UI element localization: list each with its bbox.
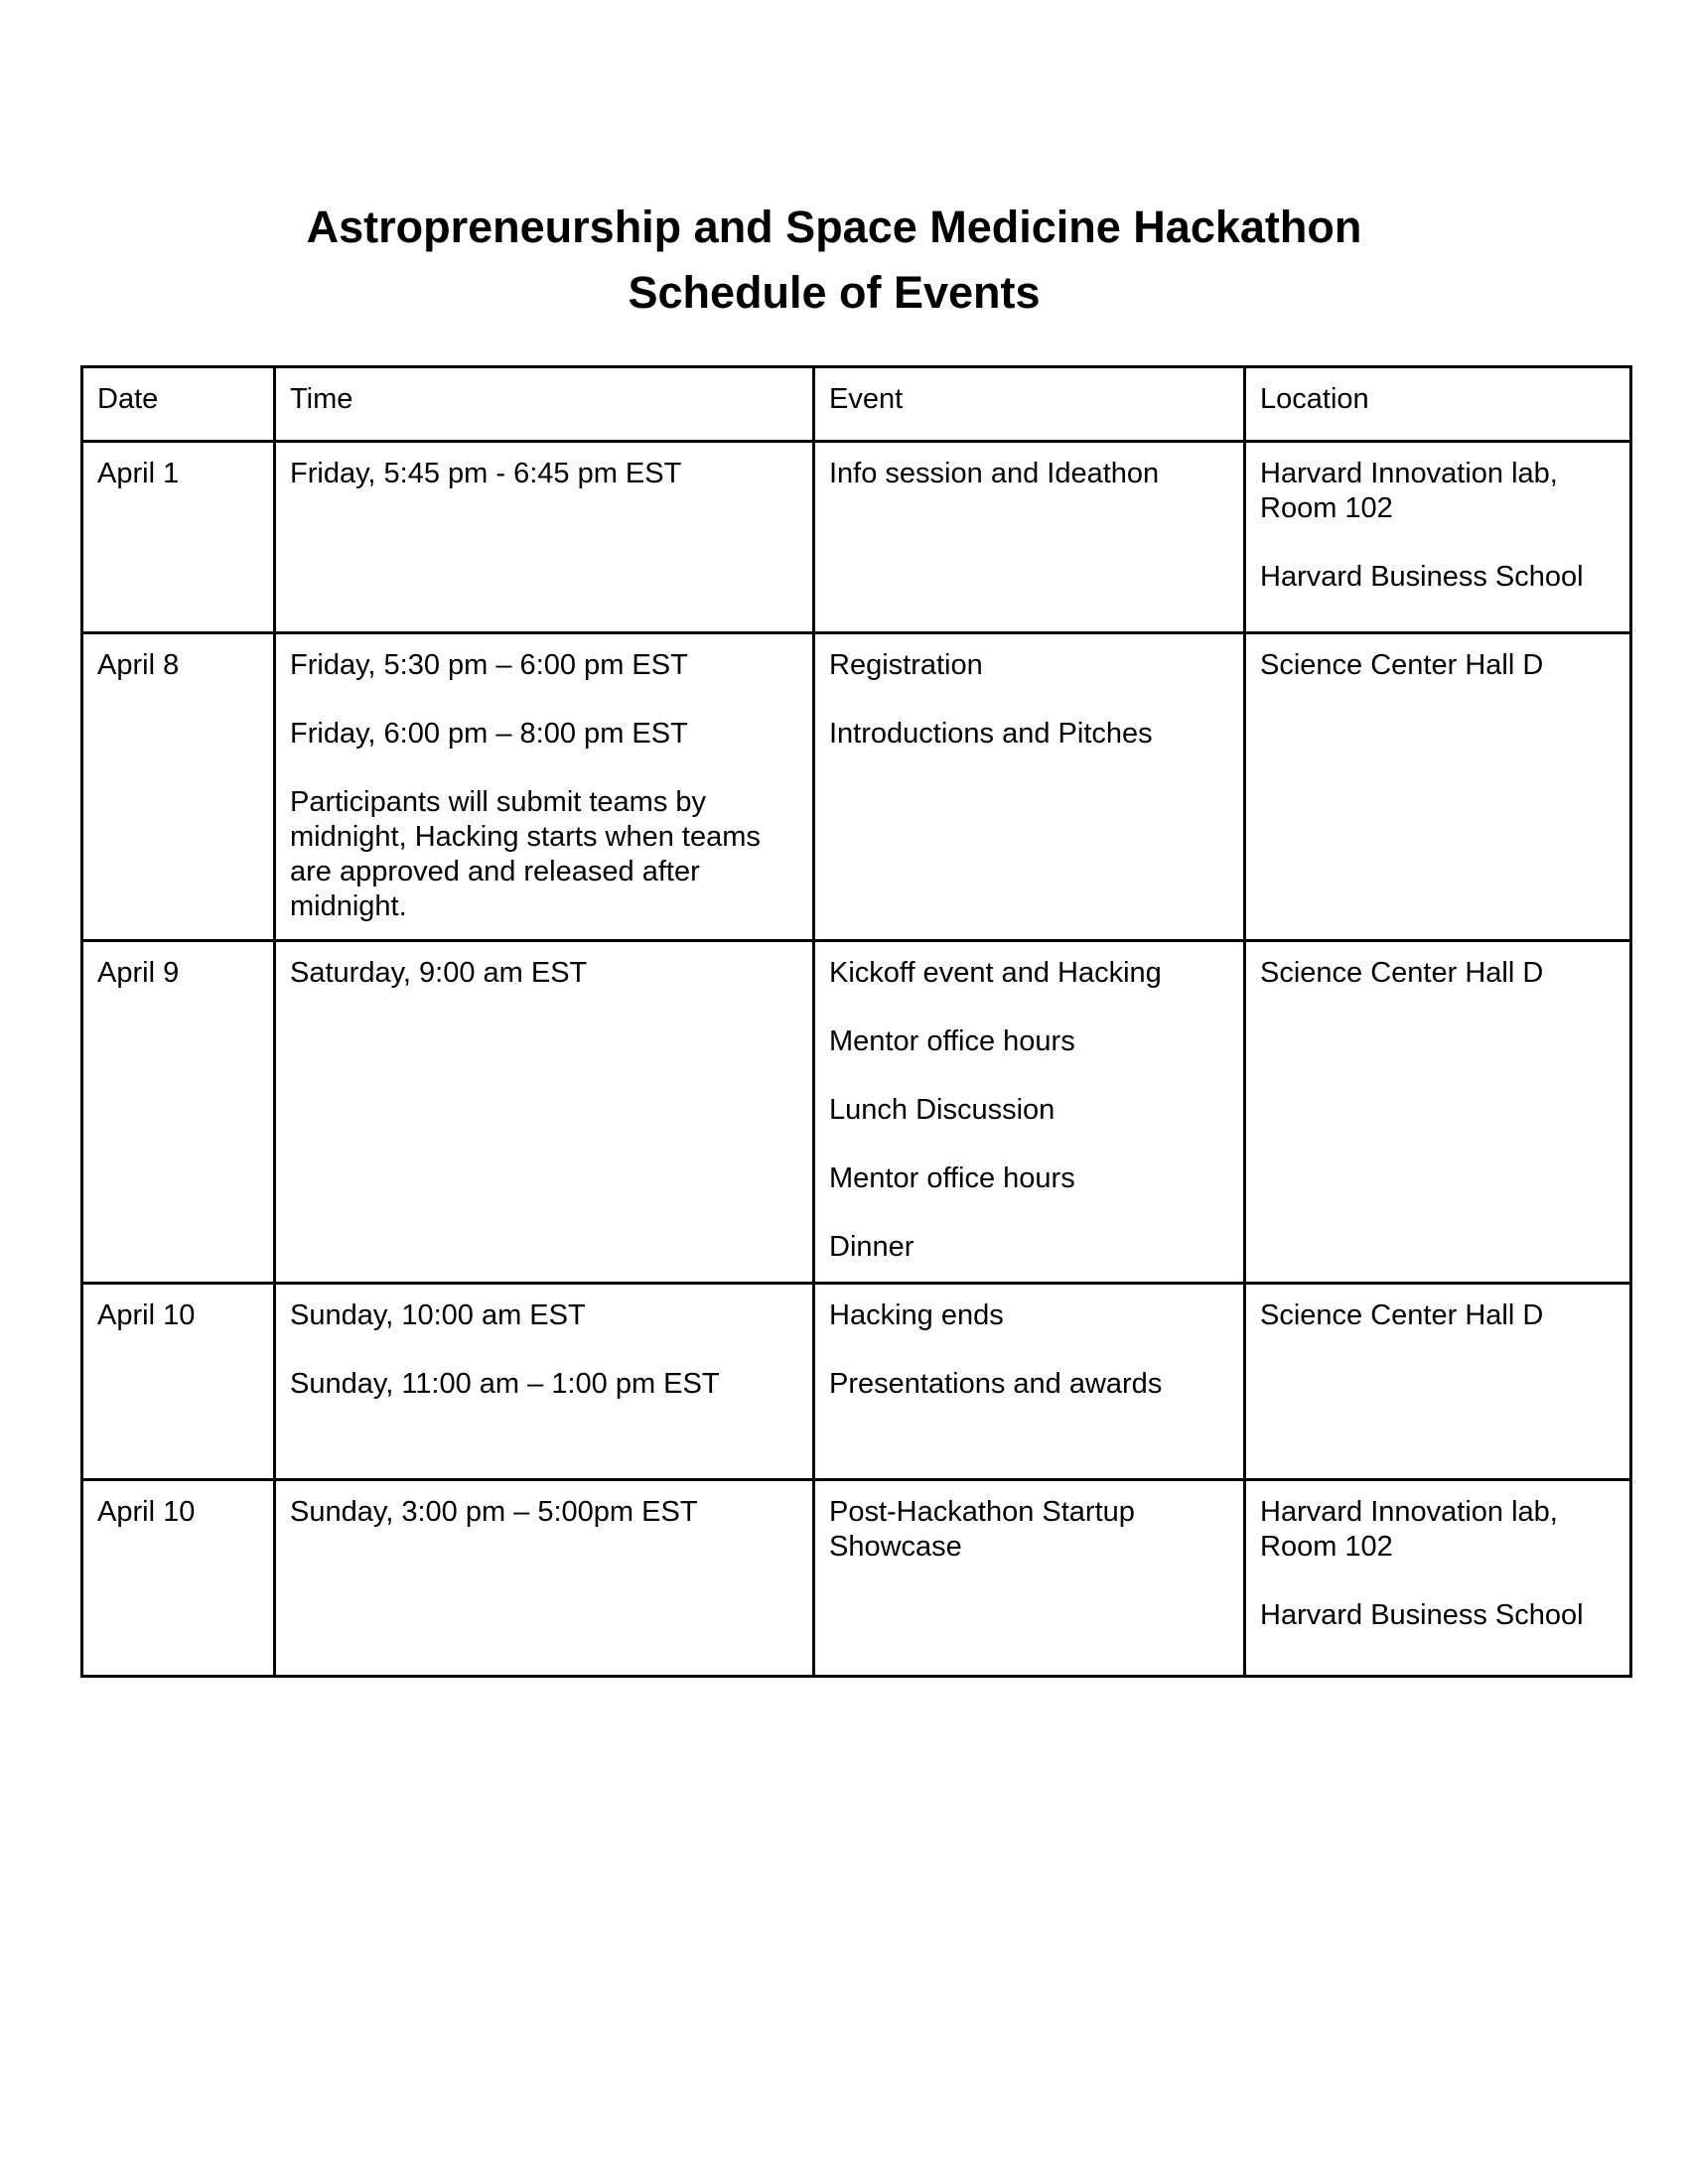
table-row <box>82 442 1631 633</box>
title-line-2: Schedule of Events <box>628 267 1041 318</box>
header-time: Time <box>275 367 814 442</box>
row-time <box>275 941 814 1284</box>
row-event <box>814 633 1245 941</box>
table-row <box>82 1480 1631 1677</box>
row-location <box>1245 633 1631 941</box>
time-line: Sunday, 11:00 am – 1:00 pm EST <box>290 1368 720 1400</box>
location-line: Science Center Hall D <box>1260 1299 1544 1331</box>
row-location <box>1245 1480 1631 1677</box>
row-date: April 9 <box>82 941 275 1284</box>
time-line: Friday, 5:30 pm – 6:00 pm EST <box>290 649 688 681</box>
location-line: Science Center Hall D <box>1260 957 1544 989</box>
row-date: April 1 <box>82 442 275 633</box>
row-location <box>1245 1284 1631 1480</box>
time-line: Sunday, 3:00 pm – 5:00pm EST <box>290 1496 698 1528</box>
event-line: Dinner <box>829 1231 914 1263</box>
time-line: Sunday, 10:00 am EST <box>290 1299 586 1331</box>
row-time <box>275 633 814 941</box>
header-location: Location <box>1245 367 1631 442</box>
location-line: Harvard Business School <box>1260 1599 1584 1631</box>
document-title <box>0 195 1668 326</box>
row-date: April 10 <box>82 1480 275 1677</box>
title-line-1: Astropreneurship and Space Medicine Hackathon <box>306 202 1362 252</box>
event-line: Lunch Discussion <box>829 1094 1055 1126</box>
row-time <box>275 1284 814 1480</box>
table-header-row <box>82 367 1631 442</box>
row-event <box>814 1480 1245 1677</box>
event-line: Post-Hackathon Startup Showcase <box>829 1496 1135 1563</box>
time-note: Participants will submit teams by midnight, Hacking starts when teams are approved and released after midnight. <box>290 786 761 922</box>
table-row <box>82 633 1631 941</box>
event-line: Hacking ends <box>829 1299 1004 1331</box>
event-line: Mentor office hours <box>829 1162 1075 1194</box>
event-line: Kickoff event and Hacking <box>829 957 1162 989</box>
event-line: Presentations and awards <box>829 1368 1163 1400</box>
event-line: Registration <box>829 649 983 681</box>
location-line: Science Center Hall D <box>1260 649 1544 681</box>
row-location <box>1245 442 1631 633</box>
header-event: Event <box>814 367 1245 442</box>
location-line: Harvard Business School <box>1260 561 1584 593</box>
location-line: Harvard Innovation lab, Room 102 <box>1260 458 1558 524</box>
row-event <box>814 941 1245 1284</box>
time-line: Friday, 6:00 pm – 8:00 pm EST <box>290 718 688 750</box>
table-row <box>82 941 1631 1284</box>
row-event <box>814 1284 1245 1480</box>
event-line: Mentor office hours <box>829 1025 1075 1057</box>
table-row <box>82 1284 1631 1480</box>
header-date: Date <box>82 367 275 442</box>
location-line: Harvard Innovation lab, Room 102 <box>1260 1496 1558 1563</box>
row-date: April 8 <box>82 633 275 941</box>
time-line: Saturday, 9:00 am EST <box>290 957 588 989</box>
schedule-table <box>80 365 1632 1678</box>
event-line: Info session and Ideathon <box>829 458 1160 489</box>
row-event <box>814 442 1245 633</box>
row-location <box>1245 941 1631 1284</box>
row-time <box>275 442 814 633</box>
row-date: April 10 <box>82 1284 275 1480</box>
row-time <box>275 1480 814 1677</box>
event-line: Introductions and Pitches <box>829 718 1153 750</box>
time-line: Friday, 5:45 pm - 6:45 pm EST <box>290 458 682 489</box>
